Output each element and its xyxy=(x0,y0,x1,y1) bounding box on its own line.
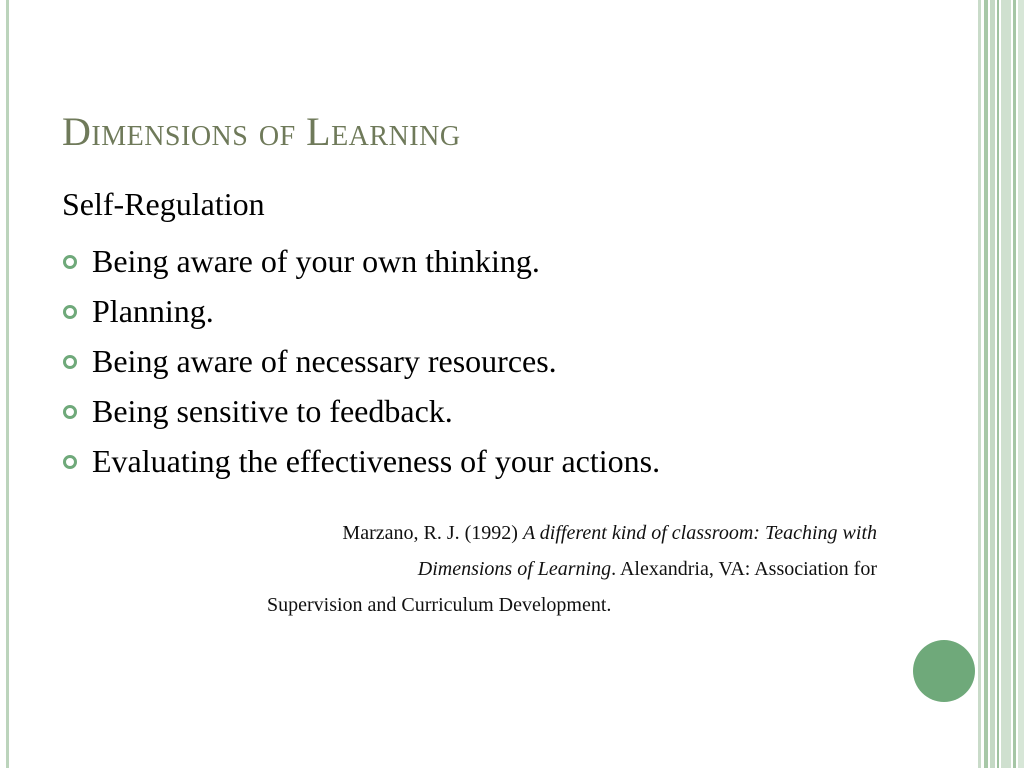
bullet-text: Planning. xyxy=(92,292,214,329)
bullet-text: Being aware of necessary resources. xyxy=(92,342,557,379)
slide-title: Dimensions of Learning xyxy=(62,109,461,154)
right-stripe xyxy=(1018,0,1024,768)
right-stripe xyxy=(997,0,999,768)
bullet-item xyxy=(62,336,660,386)
right-stripe xyxy=(1001,0,1011,768)
right-stripe xyxy=(984,0,988,768)
citation-line: Supervision and Curriculum Development. xyxy=(267,594,612,616)
bullet-item xyxy=(62,386,660,436)
citation-line xyxy=(140,515,877,551)
green-circle-icon xyxy=(913,640,975,702)
right-stripe xyxy=(1013,0,1016,768)
citation-title: Dimensions of Learning xyxy=(417,558,612,580)
bullet-item xyxy=(62,236,660,286)
citation-line xyxy=(140,551,877,587)
citation-title: A different kind of classroom: Teaching with xyxy=(522,522,877,544)
bullet-text: Being aware of your own thinking. xyxy=(92,242,540,279)
citation-author: Marzano, R. J. (1992) xyxy=(342,522,523,544)
ring-bullet-icon xyxy=(62,445,78,477)
ring-bullet-icon xyxy=(62,345,78,377)
ring-bullet-icon xyxy=(62,395,78,427)
bullet-list xyxy=(62,236,660,486)
citation-publisher: . Alexandria, VA: Association for xyxy=(611,558,877,580)
section-heading: Self-Regulation xyxy=(62,186,265,222)
ring-bullet-icon xyxy=(62,245,78,277)
citation xyxy=(140,515,877,623)
left-border xyxy=(6,0,9,768)
right-stripe xyxy=(990,0,995,768)
bullet-item xyxy=(62,286,660,336)
bullet-item xyxy=(62,436,660,486)
bullet-text: Being sensitive to feedback. xyxy=(92,392,453,429)
ring-bullet-icon xyxy=(62,295,78,327)
bullet-text: Evaluating the effectiveness of your actions. xyxy=(92,442,661,479)
right-stripe xyxy=(978,0,981,768)
